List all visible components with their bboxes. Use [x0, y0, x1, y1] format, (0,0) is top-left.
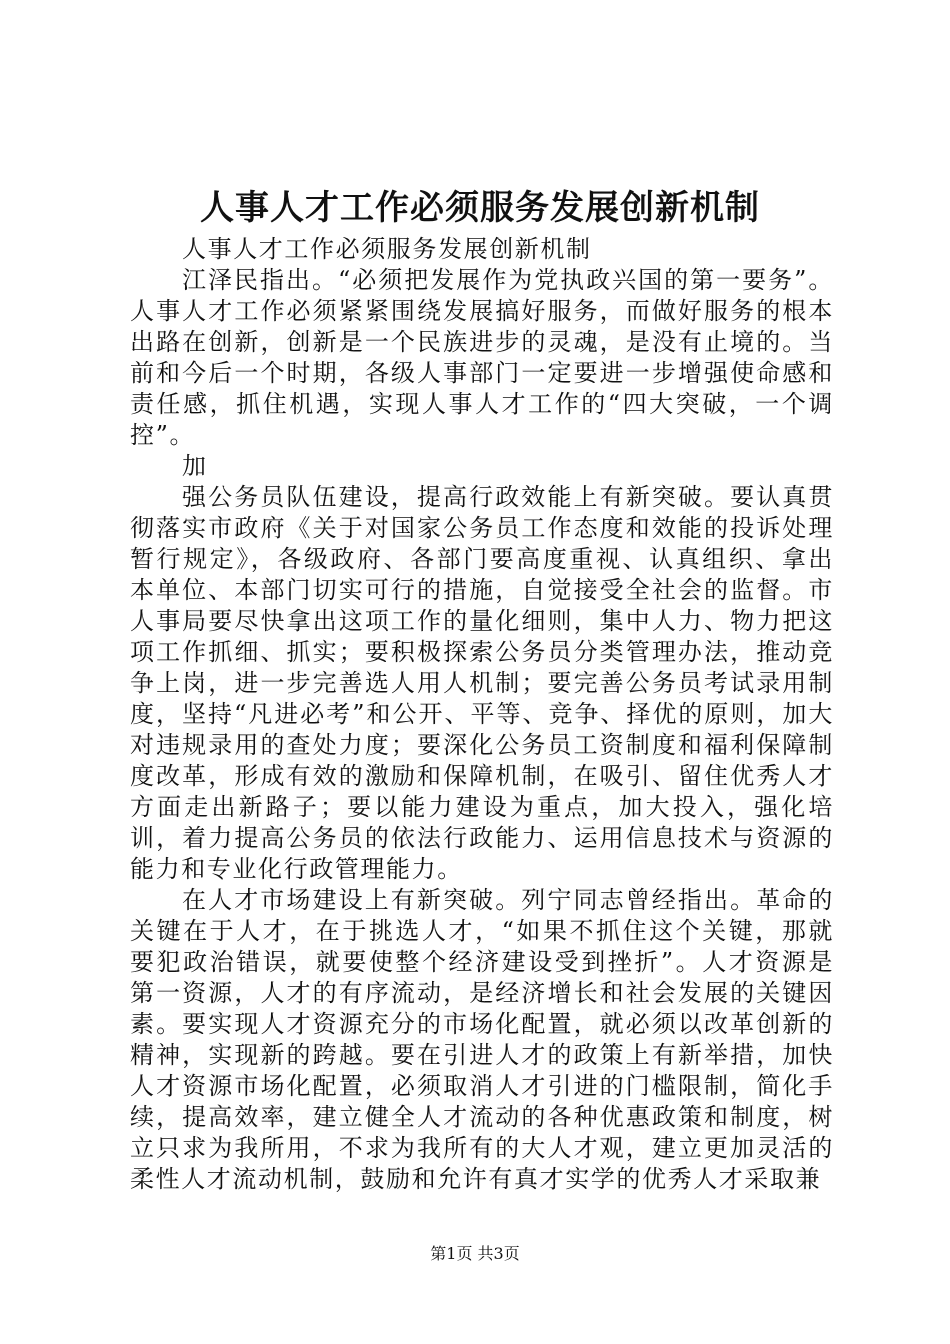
page-footer: 第1页 共3页 — [430, 1244, 520, 1263]
paragraph-civil-service: 强公务员队伍建设，提高行政效能上有新突破。要认真贯彻落实市政府《关于对国家公务员工作态度和效能的投诉处理暂行规定》，各级政府、各部门要高度重视、认真组织、拿出本单位、本部门切实可行的措施，自觉接受全社会的监督。市人事局要尽快拿出这项工作的量化细则，集中人力、物力把这项工作抓细、抓实；要积极探索公务员分类管理办法，推动竞争上岗，进一步完善选人用人机制；要完善公务员考试录用制度，坚持“凡进必考”和公开、平等、竞争、择优的原则，加大对违规录用的查处力度；要深化公务员工资制度和福利保障制度改革，形成有效的激励和保障机制，在吸引、留住优秀人才方面走出新路子；要以能力建设为重点，加大投入，强化培训，着力提高公务员的依法行政能力、运用信息技术与资源的能力和专业化行政管理能力。 — [130, 483, 834, 883]
paragraph-intro: 江泽民指出。“必须把发展作为党执政兴国的第一要务”。人事人才工作必须紧紧围绕发展搞好服务，而做好服务的根本出路在创新，创新是一个民族进步的灵魂，是没有止境的。当前和今后一个时期，各级人事部门一定要进一步增强使命感和责任感，抓住机遇，实现人事人才工作的“四大突破，一个调控”。 — [130, 266, 834, 449]
document-title: 人事人才工作必须服务发展创新机制 — [200, 188, 760, 228]
paragraph-fragment: 加 — [182, 452, 208, 480]
paragraph-subtitle: 人事人才工作必须服务发展创新机制 — [182, 235, 592, 263]
paragraph-talent-market: 在人才市场建设上有新突破。列宁同志曾经指出。革命的关键在于人才，在于挑选人才，“如果不抓住这个关键，那就要犯政治错误，就要使整个经济建设受到挫折”。人才资源是第一资源，人才的有序流动，是经济增长和社会发展的关键因素。要实现人才资源充分的市场化配置，就必须以改革创新的精神，实现新的跨越。要在引进人才的政策上有新举措，加快人才资源市场化配置，必须取消人才引进的门槛限制，简化手续，提高效率，建立健全人才流动的各种优惠政策和制度，树立只求为我所用，不求为我所有的大人才观，建立更加灵活的柔性人才流动机制，鼓励和允许有真才实学的优秀人才采取兼 — [130, 886, 834, 1193]
document-body — [130, 234, 834, 1195]
